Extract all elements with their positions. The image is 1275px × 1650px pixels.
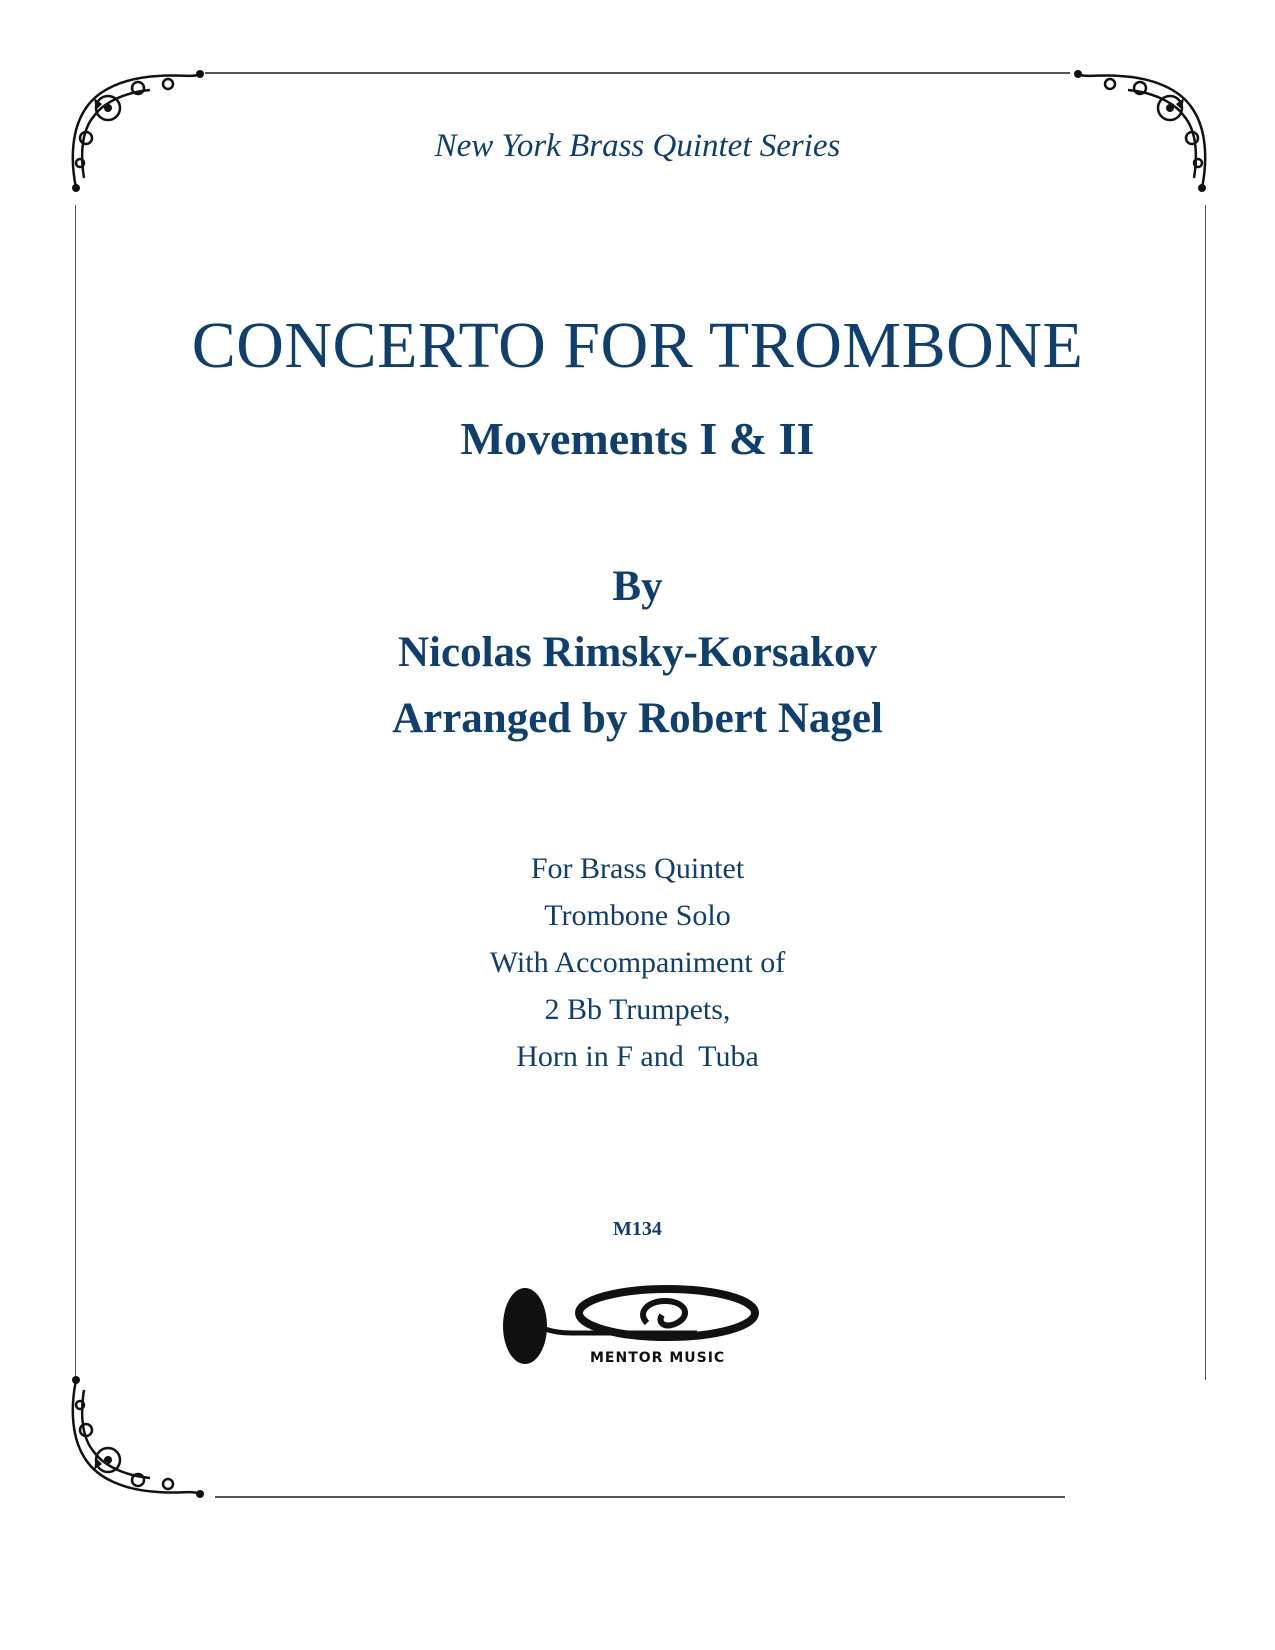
composer-name: Nicolas Rimsky-Korsakov <box>398 629 877 676</box>
subtitle: Movements I & II <box>460 413 815 464</box>
instrumentation-line: Horn in F and Tuba <box>516 1040 759 1073</box>
series-title: New York Brass Quintet Series <box>434 128 841 164</box>
catalog-number: M134 <box>613 1218 662 1240</box>
publisher-name: MENTOR MUSIC <box>590 1350 726 1366</box>
bottom-left-ornament-icon <box>68 1375 208 1500</box>
page-title: CONCERTO FOR TROMBONE <box>191 309 1084 382</box>
instrumentation-line: For Brass Quintet <box>530 852 745 885</box>
instrumentation-line: 2 Bb Trumpets, <box>544 993 731 1026</box>
arranger-credit: Arranged by Robert Nagel <box>392 695 883 742</box>
bottom-border-line <box>215 1496 1065 1498</box>
by-label: By <box>612 563 663 610</box>
top-border-line <box>205 72 1070 74</box>
instrumentation-line: With Accompaniment of <box>489 946 786 979</box>
instrumentation-line: Trombone Solo <box>544 899 731 932</box>
